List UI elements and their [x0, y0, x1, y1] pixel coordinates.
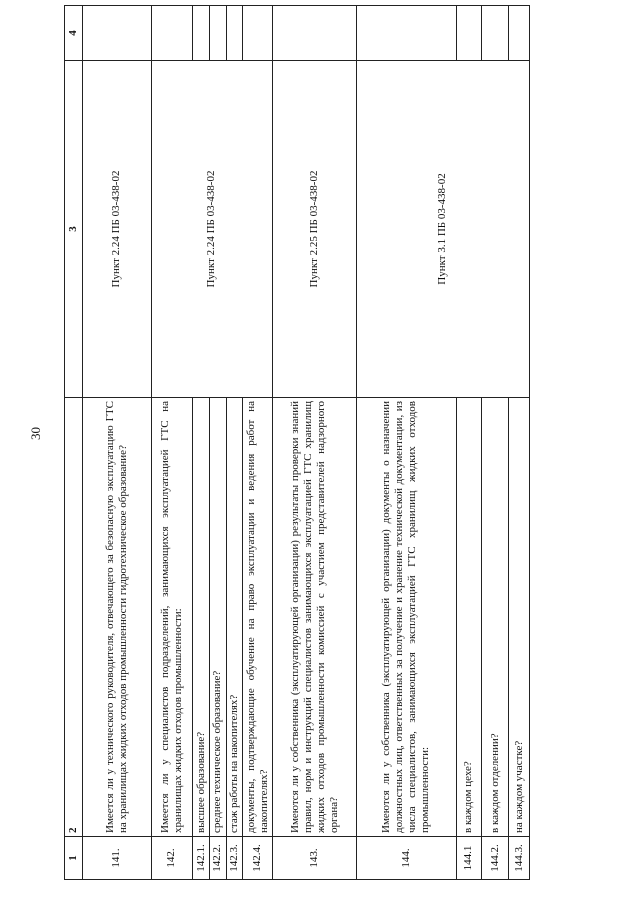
column-header: 2: [65, 398, 83, 837]
note-cell: [456, 6, 481, 61]
rotated-table-container: [64, 32, 530, 880]
row-number: 144.3.: [509, 837, 530, 880]
table-header-row: [65, 6, 83, 880]
requirement-text: в каждом цехе?: [456, 398, 481, 837]
row-number: 143.: [273, 837, 356, 880]
note-cell: [226, 6, 243, 61]
page-number: 30: [28, 427, 43, 440]
note-cell: [193, 6, 210, 61]
row-number: 142.2.: [209, 837, 226, 880]
requirement-text: Имеются ли у собственника (эксплуатирующей организации) результаты проверки знаний правил, норм и инструкций специалистов занимающихся эксплуатацией ГТС хранилищ жидких отходов промышленности комиссией с участием представителей надзорного органа?: [273, 398, 356, 837]
reference-cell: Пункт 3.1 ПБ 03-438-02: [356, 61, 529, 398]
row-number: 142.4.: [243, 837, 273, 880]
checklist-table: [64, 5, 530, 880]
table-row: [151, 6, 193, 880]
requirement-text: в каждом отделении?: [481, 398, 508, 837]
requirement-text: Имеется ли у технического руководителя, отвечающего за безопасную эксплуатацию ГТС на хранилищах жидких отходов промышленности гидротехническое образование?: [82, 398, 151, 837]
row-number: 144.2.: [481, 837, 508, 880]
reference-cell: Пункт 2.24 ПБ 03-438-02: [82, 61, 151, 398]
requirement-text: Имеется ли у специалистов подразделений, занимающихся эксплуатацией ГТС на хранилищах жидких отходов промышленности:: [151, 398, 193, 837]
row-number: 142.: [151, 837, 193, 880]
table-row: [82, 6, 151, 880]
requirement-text: Имеются ли у собственника (эксплуатирующей организации) документы о назначении должностных лиц, ответственных за получение и хранение технической документации, из числа специалистов, занимающихся эксплуатацией ГТС хранилищ жидких отходов промышленности:: [356, 398, 456, 837]
note-cell: [209, 6, 226, 61]
column-header: 1: [65, 837, 83, 880]
table-row: [356, 6, 456, 880]
row-number: 142.1.: [193, 837, 210, 880]
row-number: 144.: [356, 837, 456, 880]
requirement-text: на каждом участке?: [509, 398, 530, 837]
requirement-text: среднее техническое образование?: [209, 398, 226, 837]
reference-cell: Пункт 2.25 ПБ 03-438-02: [273, 61, 356, 398]
column-header: 3: [65, 61, 83, 398]
note-cell: [151, 6, 193, 61]
table-row: [273, 6, 356, 880]
note-cell: [82, 6, 151, 61]
requirement-text: стаж работы на накопителях?: [226, 398, 243, 837]
note-cell: [243, 6, 273, 61]
requirement-text: высшее образование?: [193, 398, 210, 837]
note-cell: [509, 6, 530, 61]
column-header: 4: [65, 6, 83, 61]
row-number: 142.3.: [226, 837, 243, 880]
note-cell: [481, 6, 508, 61]
row-number: 141.: [82, 837, 151, 880]
note-cell: [273, 6, 356, 61]
note-cell: [356, 6, 456, 61]
reference-cell: Пункт 2.24 ПБ 03-438-02: [151, 61, 273, 398]
requirement-text: документы, подтверждающие обучение на право эксплуатации и ведения работ на накопителях?: [243, 398, 273, 837]
row-number: 144.1: [456, 837, 481, 880]
